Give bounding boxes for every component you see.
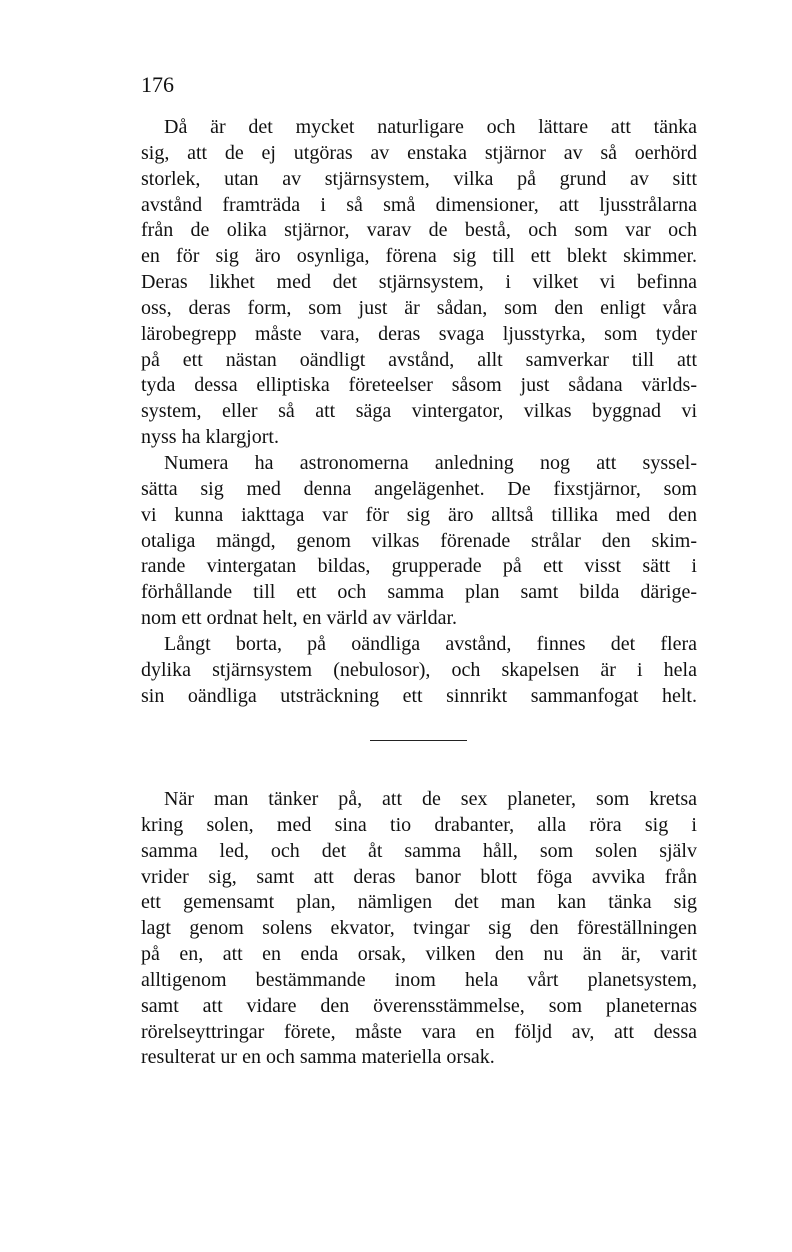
text-line: dylika stjärnsystem (nebulosor), och skapelsen är i hela xyxy=(141,658,697,681)
text-line: ett gemensamt plan, nämligen det man kan tänka sig xyxy=(141,891,697,914)
text-line: rande vintergatan bildas, grupperade på ett visst sätt i xyxy=(141,555,697,578)
text-line: nyss ha klargjort. xyxy=(141,426,279,449)
text-line: Då är det mycket naturligare och lättare att tänka xyxy=(164,116,697,138)
text-line: vrider sig, samt att deras banor blott föga avvika från xyxy=(141,865,697,888)
text-line: När man tänker på, att de sex planeter, som kretsa xyxy=(164,788,697,810)
text-line: lagt genom solens ekvator, tvingar sig den föreställningen xyxy=(141,917,697,940)
text-line: samt att vidare den överensstämmelse, som planeternas xyxy=(141,994,697,1017)
text-line: förhållande till ett och samma plan samt bilda därige- xyxy=(141,581,697,604)
text-line: en för sig äro osynliga, förena sig till ett blekt skimmer. xyxy=(141,245,697,268)
text-line: vi kunna iakttaga var för sig äro alltså tillika med den xyxy=(141,503,697,526)
section-divider xyxy=(370,740,467,741)
text-line: storlek, utan av stjärnsystem, vilka på grund av sitt xyxy=(141,167,697,190)
page-number: 176 xyxy=(141,72,174,97)
text-line: rörelseyttringar förete, måste vara en följd av, att dessa xyxy=(141,1020,697,1043)
text-line: Långt borta, på oändliga avstånd, finnes det flera xyxy=(164,632,697,655)
text-line: sig, att de ej utgöras av enstaka stjärnor av så oerhörd xyxy=(141,141,697,164)
text-line: på ett nästan oändligt avstånd, allt samverkar till att xyxy=(141,348,697,371)
text-line: oss, deras form, som just är sådan, som den enligt våra xyxy=(141,296,697,319)
text-line: resulterat ur en och samma materiella orsak. xyxy=(141,1046,495,1069)
text-line: tyda dessa elliptiska företeelser såsom just sådana världs- xyxy=(141,374,697,397)
text-line: sätta sig med denna angelägenhet. De fixstjärnor, som xyxy=(141,477,697,500)
text-line: system, eller så att säga vintergator, vilkas byggnad vi xyxy=(141,400,697,423)
text-section-1 xyxy=(141,115,697,709)
text-line: avstånd framträda i så små dimensioner, att ljusstrålarna xyxy=(141,193,697,216)
text-line: Numera ha astronomerna anledning nog att syssel- xyxy=(164,451,697,474)
text-line: otaliga mängd, genom vilkas förenade strålar den skim- xyxy=(141,529,697,552)
text-section-2 xyxy=(141,787,697,1071)
text-line: alltigenom bestämmande inom hela vårt planetsystem, xyxy=(141,968,697,991)
text-line: från de olika stjärnor, varav de bestå, och som var och xyxy=(141,219,697,242)
text-line: Deras likhet med det stjärnsystem, i vilket vi befinna xyxy=(141,271,697,294)
text-line: nom ett ordnat helt, en värld av världar. xyxy=(141,607,458,630)
text-line: lärobegrepp måste vara, deras svaga ljusstyrka, som tyder xyxy=(141,322,697,345)
text-line: sin oändliga utsträckning ett sinnrikt sammanfogat helt. xyxy=(141,684,697,707)
text-line: kring solen, med sina tio drabanter, alla röra sig i xyxy=(141,813,697,836)
text-line: samma led, och det åt samma håll, som solen själv xyxy=(141,839,697,862)
text-line: på en, att en enda orsak, vilken den nu än är, varit xyxy=(141,943,697,966)
